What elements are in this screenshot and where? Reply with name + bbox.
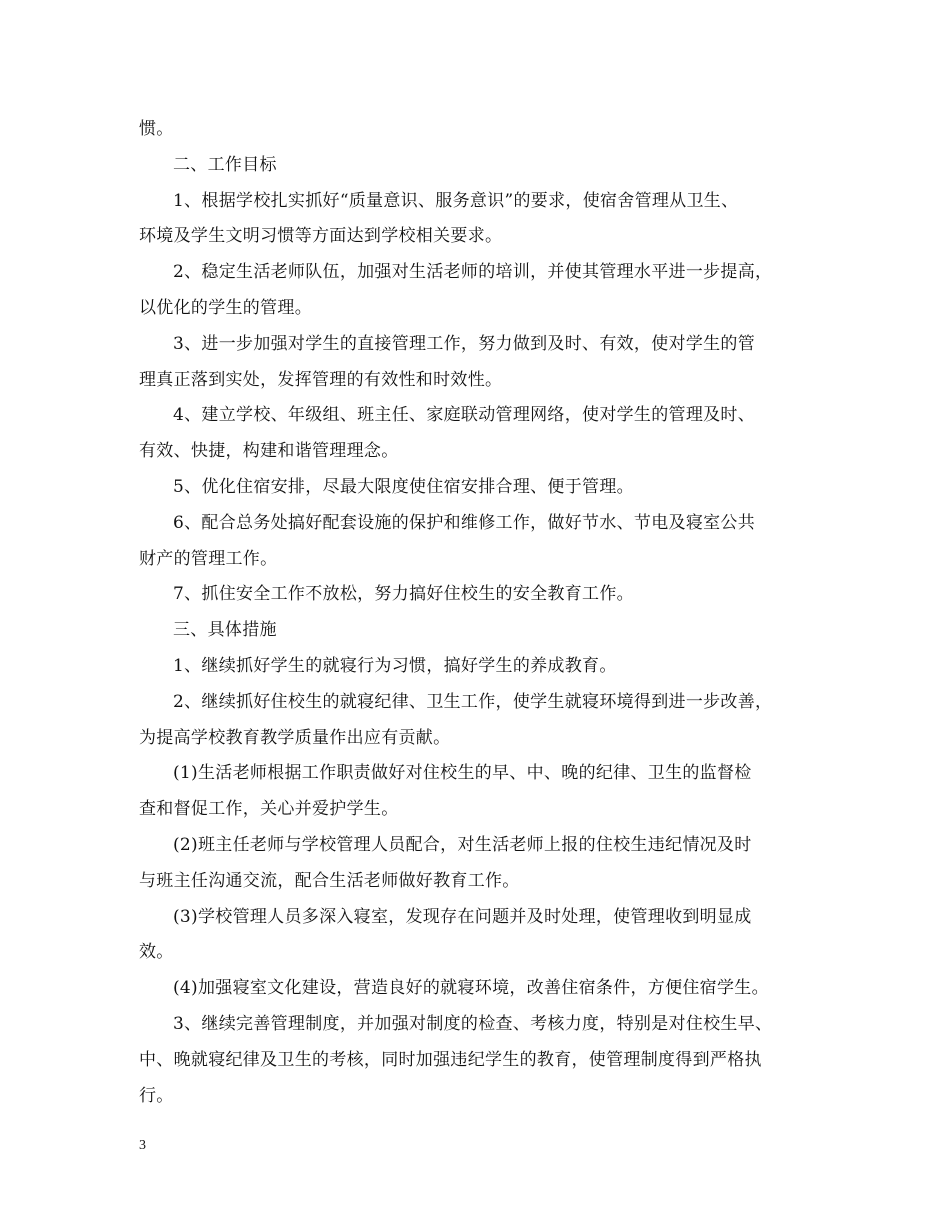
text-line: 有效、快捷，构建和谐管理理念。: [139, 441, 399, 462]
text-line: 3、进一步加强对学生的直接管理工作，努力做到及时、有效，使对学生的管: [173, 333, 756, 354]
text-line: 查和督促工作，关心并爱护学生。: [139, 799, 399, 820]
text-line: 二、工作目标: [173, 154, 277, 175]
text-line: 效。: [139, 942, 174, 963]
text-line: 1、根据学校扎实抓好“质量意识、服务意识”的要求，使宿舍管理从卫生、: [173, 190, 739, 211]
text-line: 7、抓住安全工作不放松，努力搞好住校生的安全教育工作。: [173, 584, 634, 605]
text-line: 财产的管理工作。: [139, 548, 278, 569]
text-line: 行。: [139, 1085, 174, 1106]
text-line: 惯。: [139, 119, 174, 139]
text-line: 2、继续抓好住校生的就寝纪律、卫生工作，使学生就寝环境得到进一步改善，: [173, 691, 773, 712]
text-line: 5、优化住宿安排，尽最大限度使住宿安排合理、便于管理。: [173, 476, 634, 497]
text-line: 6、配合总务处搞好配套设施的保护和维修工作，做好节水、节电及寝室公共: [173, 512, 756, 533]
text-line: 2、稳定生活老师队伍，加强对生活老师的培训，并使其管理水平进一步提高，: [173, 262, 773, 283]
text-line: 4、建立学校、年级组、班主任、家庭联动管理网络，使对学生的管理及时、: [173, 405, 756, 426]
text-line: (2)班主任老师与学校管理人员配合，对生活老师上报的住校生违纪情况及时: [173, 834, 752, 855]
text-line: 理真正落到实处，发挥管理的有效性和时效性。: [139, 369, 503, 390]
page-number: 3: [139, 1138, 146, 1153]
text-line: 三、具体措施: [173, 620, 277, 641]
text-line: 以优化的学生的管理。: [139, 297, 312, 318]
text-line: 1、继续抓好学生的就寝行为习惯，搞好学生的养成教育。: [173, 655, 617, 676]
text-line: 环境及学生文明习惯等方面达到学校相关要求。: [139, 226, 503, 247]
text-line: (3)学校管理人员多深入寝室，发现存在问题并及时处理，使管理收到明显成: [173, 906, 752, 927]
document-body: [139, 112, 829, 1114]
text-line: 3、继续完善管理制度，并加强对制度的检查、考核力度，特别是对住校生早、: [173, 1013, 773, 1034]
text-line: 与班主任沟通交流，配合生活老师做好教育工作。: [139, 870, 520, 891]
text-line: 为提高学校教育教学质量作出应有贡献。: [139, 727, 451, 748]
text-line: 中、晚就寝纪律及卫生的考核，同时加强违纪学生的教育，使管理制度得到严格执: [139, 1049, 762, 1070]
text-line: (4)加强寝室文化建设，营造良好的就寝环境，改善住宿条件，方便住宿学生。: [173, 978, 769, 999]
text-line: (1)生活老师根据工作职责做好对住校生的早、中、晚的纪律、卫生的监督检: [173, 763, 752, 784]
